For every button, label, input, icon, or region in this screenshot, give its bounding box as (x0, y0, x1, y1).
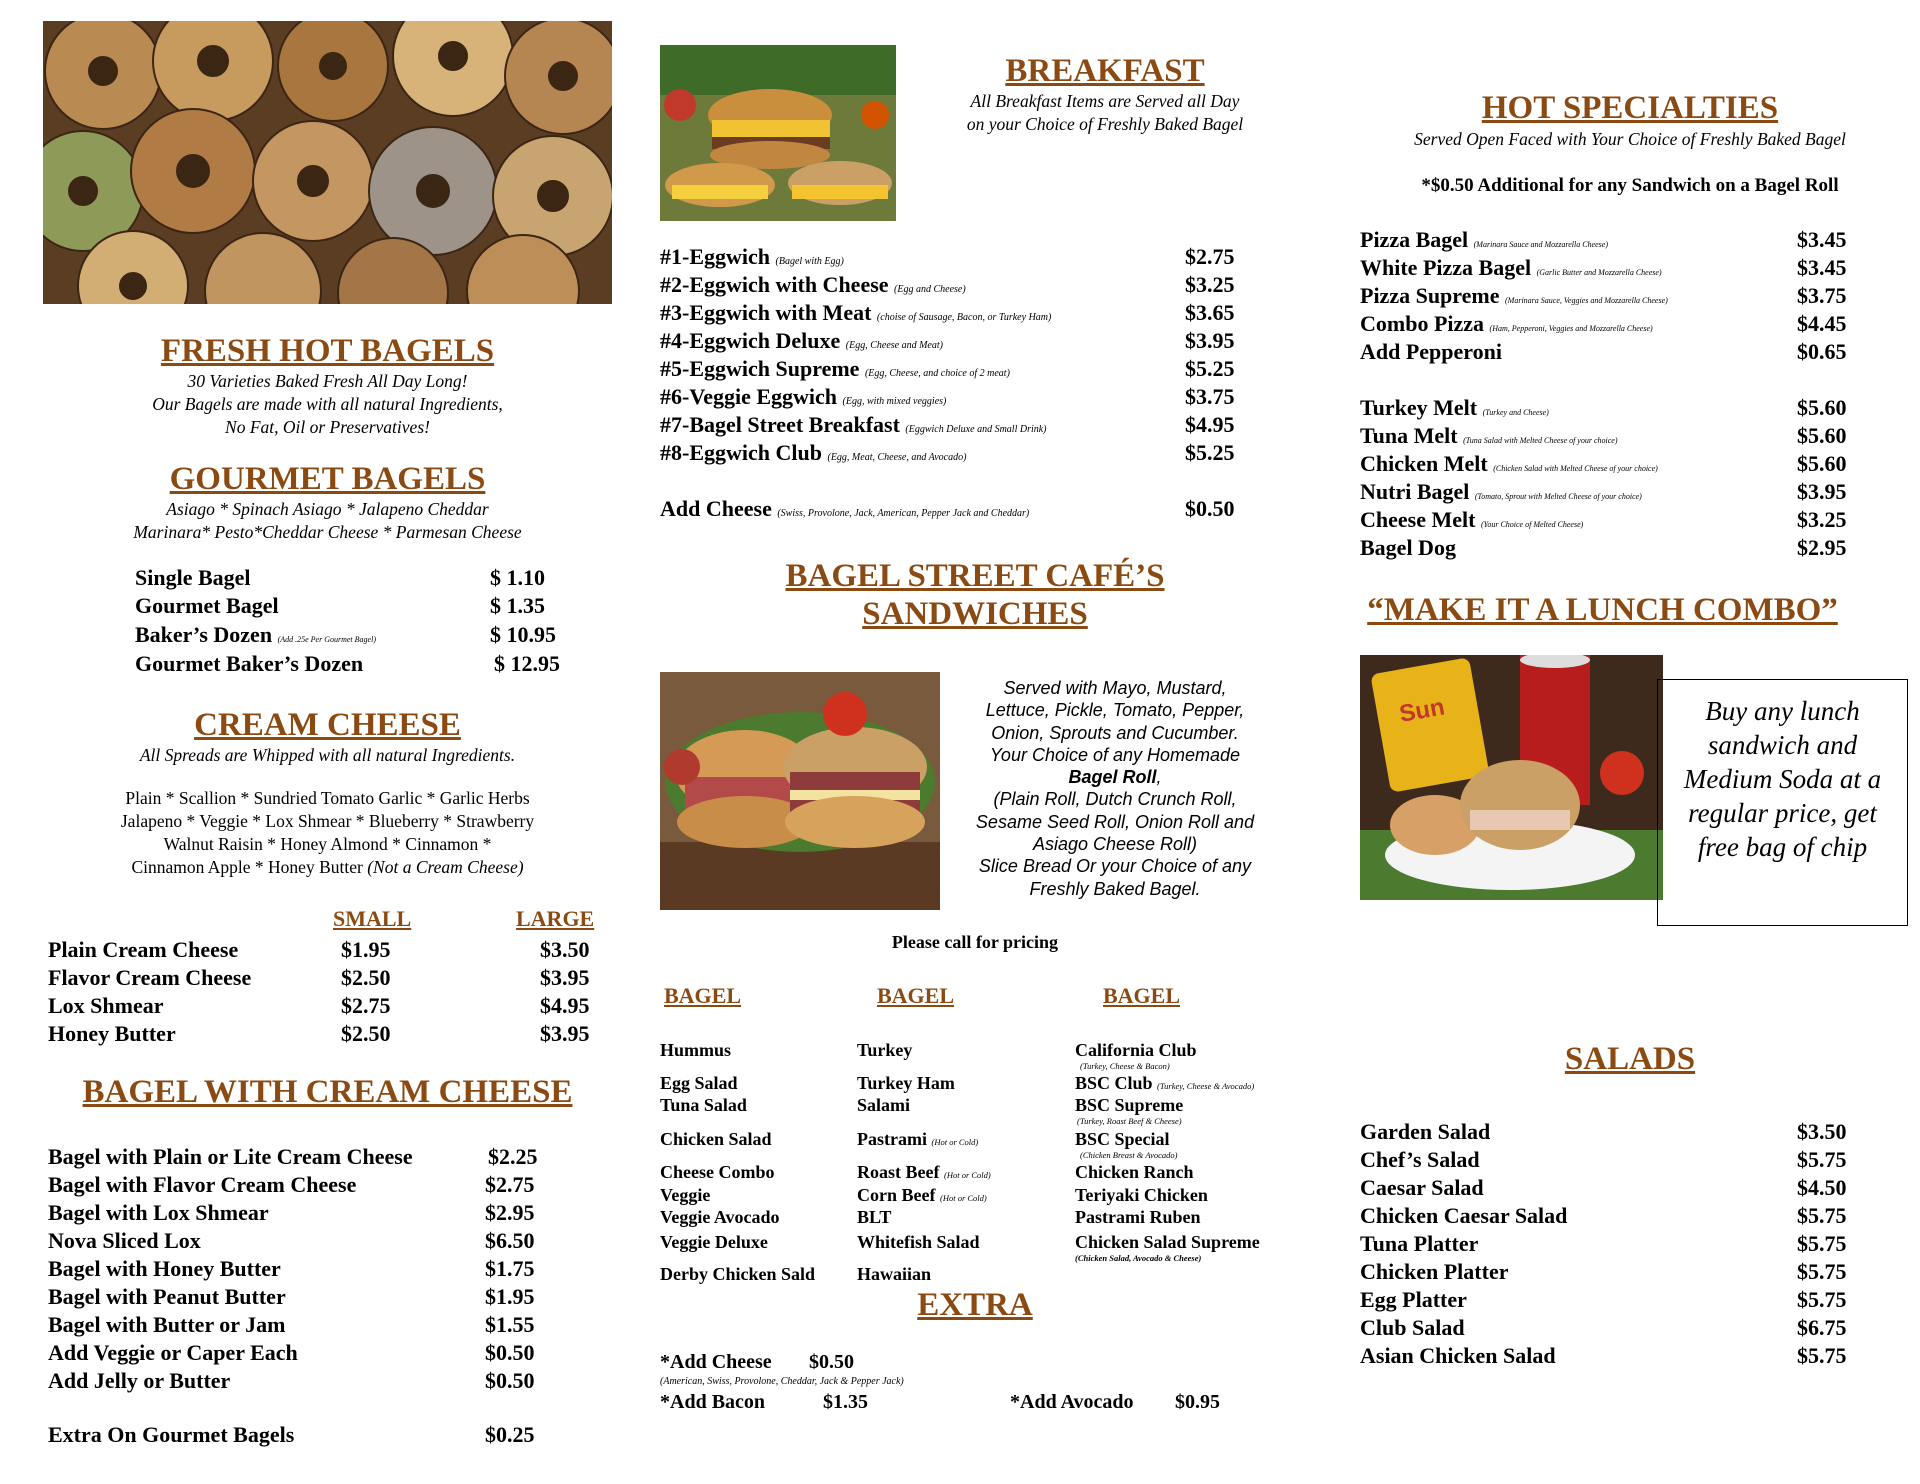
hot-item-name: Cheese Melt (1360, 507, 1476, 532)
fresh-description (43, 370, 612, 439)
desc-line: Slice Bread Or your Choice of any (978, 856, 1252, 877)
combo-offer-box (1657, 679, 1908, 926)
bwcc-item-name: Bagel with Peanut Butter (48, 1284, 286, 1309)
sandwich-col2-item (857, 1263, 931, 1285)
hot-item-price: $5.60 (1797, 451, 1847, 476)
sandwich-col3-item (1075, 1206, 1201, 1228)
cream-item-small-price: $2.50 (341, 1021, 391, 1046)
cream-item-small-price: $2.50 (341, 965, 391, 990)
salad-item-name: Caesar Salad (1360, 1175, 1484, 1200)
bagel-column-label: BAGEL (664, 983, 742, 1008)
breakfast-item-name: #4-Eggwich Deluxe (660, 328, 841, 353)
cream-item-large-price: $3.50 (540, 937, 590, 962)
sandwich-col3-item (1075, 1128, 1170, 1150)
hot-item-name: White Pizza Bagel (1360, 255, 1532, 280)
salads-title: SALADS (1564, 1041, 1696, 1077)
bwcc-item-price: $1.75 (485, 1256, 535, 1281)
sandwich-col2-name: Pastrami (857, 1129, 927, 1149)
sandwich-col3-name: California Club (1075, 1040, 1197, 1060)
bagel-roll-note: *$0.50 Additional for any Sandwich on a Bagel Roll (1421, 175, 1839, 196)
sandwiches-description (955, 677, 1275, 900)
bwcc-item-price: $2.25 (488, 1144, 538, 1169)
bwcc-item-price: $0.50 (485, 1340, 535, 1365)
salad-item-price: $4.50 (1797, 1175, 1847, 1200)
bwcc-item-price: $1.95 (485, 1284, 535, 1309)
breakfast-item-name: #3-Eggwich with Meat (660, 300, 872, 325)
desc-line: Your Choice of any Homemade (989, 744, 1241, 765)
bwcc-item-name: Nova Sliced Lox (48, 1228, 201, 1253)
salad-item-name: Garden Salad (1360, 1119, 1491, 1144)
hot-item-name: Combo Pizza (1360, 311, 1485, 336)
breakfast-item-price: $5.25 (1185, 356, 1235, 381)
call-for-pricing: Please call for pricing (891, 932, 1059, 952)
hot-item-note: (Chicken Salad with Melted Cheese of your choice) (1493, 464, 1658, 473)
sandwich-col2-name: BLT (857, 1207, 892, 1227)
salad-item-name: Asian Chicken Salad (1360, 1343, 1556, 1368)
salad-item-price: $5.75 (1797, 1259, 1847, 1284)
bwcc-item-name: Bagel with Honey Butter (48, 1256, 281, 1281)
flavor-line: Walnut Raisin * Honey Almond * Cinnamon * (163, 834, 492, 854)
desc-line: Bagel Roll, (1068, 767, 1162, 788)
fresh-hot-bagels-title: FRESH HOT BAGELS (160, 333, 495, 369)
bwcc-item-price: $2.75 (485, 1172, 535, 1197)
desc-line: (Plain Roll, Dutch Crunch Roll, (993, 789, 1237, 810)
sandwich-col3-note: (Turkey, Cheese & Bacon) (1080, 1061, 1170, 1071)
hot-item (1360, 534, 1456, 562)
desc-line: Freshly Baked Bagel. (1029, 878, 1201, 899)
sandwich-col1-item: Veggie Deluxe (660, 1232, 768, 1252)
salad-item-price: $5.75 (1797, 1231, 1847, 1256)
fresh-line: Our Bagels are made with all natural Ingredients, (152, 394, 503, 414)
hot-or-cold-note: (Hot or Cold) (943, 1170, 991, 1180)
breakfast-item-note: (Egg, Cheese, and choice of 2 meat) (864, 368, 1010, 379)
cream-item-name: Flavor Cream Cheese (48, 965, 252, 990)
salad-item-price: $6.75 (1797, 1315, 1847, 1340)
cream-item-large-price: $4.95 (540, 993, 590, 1018)
breakfast-item-name: #7-Bagel Street Breakfast (660, 412, 900, 437)
hot-item-note: (Marinara Sauce, Veggies and Mozzarella Cheese) (1505, 296, 1668, 305)
breakfast-item-price: $5.25 (1185, 440, 1235, 465)
gourmet-item (135, 564, 251, 592)
desc-line: Asiago Cheese Roll) (1032, 834, 1198, 855)
breakfast-item-name: #8-Eggwich Club (660, 440, 822, 465)
flavor-last-line: Cinnamon Apple * Honey Butter (131, 857, 363, 877)
combo-offer-text (1658, 680, 1907, 864)
bwcc-item-price: $2.95 (485, 1200, 535, 1225)
sandwich-col3-note: (Chicken Breast & Avocado) (1080, 1150, 1178, 1160)
sandwich-col2-name: Hawaiian (857, 1264, 932, 1284)
extra-gourmet-price: $0.25 (485, 1422, 535, 1447)
breakfast-sandwich-photo (660, 45, 896, 221)
sandwich-col2-name: Corn Beef (857, 1185, 936, 1205)
bagel-roll-label: Bagel Roll (1068, 767, 1157, 788)
small-size-label: SMALL (333, 906, 412, 931)
hot-item (1360, 338, 1502, 366)
breakfast-item-price: $4.95 (1185, 412, 1235, 437)
hot-item-note: (Marinara Sauce and Mozzarella Cheese) (1473, 240, 1608, 249)
cream-item-small-price: $2.75 (341, 993, 391, 1018)
breakfast-item-note: (Eggwich Deluxe and Small Drink) (905, 424, 1047, 435)
salad-item-name: Egg Platter (1360, 1287, 1467, 1312)
gourmet-item-name: Gourmet Bagel (135, 593, 279, 618)
hot-item-note: (Tomato, Sprout with Melted Cheese of your choice) (1474, 492, 1642, 501)
hot-item-price: $3.95 (1797, 479, 1847, 504)
breakfast-title: BREAKFAST (1005, 53, 1205, 89)
extra-cheese-note: (American, Swiss, Provolone, Cheddar, Jack & Pepper Jack) (660, 1376, 904, 1387)
add-cheese-name: Add Cheese (660, 496, 772, 521)
desc-line: Sesame Seed Roll, Onion Roll and (975, 811, 1255, 832)
flavor-line: Jalapeno * Veggie * Lox Shmear * Blueberry * Strawberry (120, 811, 535, 831)
salad-item-name: Club Salad (1360, 1315, 1465, 1340)
breakfast-item-price: $3.75 (1185, 384, 1235, 409)
sandwiches-title-line1: BAGEL STREET CAFÉ’S (785, 558, 1165, 594)
salad-item-name: Chef’s Salad (1360, 1147, 1480, 1172)
sandwich-col2-item (857, 1231, 980, 1253)
bwcc-item-name: Bagel with Lox Shmear (48, 1200, 269, 1225)
gourmet-item-name: Baker’s Dozen (135, 622, 273, 647)
breakfast-item-note: (Egg and Cheese) (894, 284, 966, 295)
breakfast-item-note: (Egg, Meat, Cheese, and Avocado) (827, 452, 967, 463)
hot-item-note: (Turkey and Cheese) (1482, 408, 1549, 417)
hot-item-name: Add Pepperoni (1360, 339, 1503, 364)
sandwiches-title (660, 557, 1290, 633)
hot-item-name: Pizza Supreme (1360, 283, 1500, 308)
breakfast-item-price: $3.65 (1185, 300, 1235, 325)
gourmet-bagels-title: GOURMET BAGELS (169, 461, 486, 497)
salad-item-name: Chicken Caesar Salad (1360, 1203, 1568, 1228)
salad-item-name: Chicken Platter (1360, 1259, 1509, 1284)
bwcc-item-name: Add Veggie or Caper Each (48, 1340, 298, 1365)
sandwich-col1-item: Hummus (660, 1040, 732, 1060)
sandwich-col1-item: Veggie (660, 1185, 711, 1205)
large-size-label: LARGE (516, 906, 595, 931)
lunch-combo-title: “MAKE IT A LUNCH COMBO” (1367, 592, 1838, 628)
bwcc-item-name: Bagel with Butter or Jam (48, 1312, 286, 1337)
hot-item-price: $2.95 (1797, 535, 1847, 560)
hot-item-note: (Garlic Butter and Mozzarella Cheese) (1536, 268, 1662, 277)
sandwich-col2-item (857, 1039, 912, 1061)
cream-cheese-subtitle: All Spreads are Whipped with all natural Ingredients. (139, 745, 516, 765)
salad-item-price: $5.75 (1797, 1203, 1847, 1228)
hot-item-price: $3.25 (1797, 507, 1847, 532)
bwcc-item-price: $0.50 (485, 1368, 535, 1393)
salad-item-price: $3.50 (1797, 1119, 1847, 1144)
extra-gourmet-name: Extra On Gourmet Bagels (48, 1422, 295, 1447)
bagel-column-label: BAGEL (1103, 983, 1181, 1008)
deli-sandwich-photo (660, 672, 940, 910)
sandwich-col3-item (1075, 1094, 1183, 1116)
gourmet-item-price: $ 1.35 (490, 593, 545, 618)
gourmet-item (135, 650, 363, 678)
bagels-photo (43, 21, 612, 304)
hot-or-cold-note: (Hot or Cold) (939, 1193, 987, 1203)
lunch-combo-photo (1360, 655, 1663, 900)
sandwiches-title-line2: SANDWICHES (862, 596, 1088, 632)
sandwich-col2-item (857, 1161, 991, 1186)
breakfast-item-name: #6-Veggie Eggwich (660, 384, 838, 409)
hot-item-name: Turkey Melt (1360, 395, 1478, 420)
add-cheese-row (660, 495, 1029, 528)
hot-item-price: $0.65 (1797, 339, 1847, 364)
cream-item-large-price: $3.95 (540, 965, 590, 990)
sandwich-col3-name: BSC Club (1075, 1073, 1153, 1093)
svg-text:Sun: Sun (1397, 693, 1447, 728)
sandwich-col1-item: Egg Salad (660, 1073, 738, 1093)
sandwich-col3-name: Teriyaki Chicken (1075, 1185, 1208, 1205)
bagel-column-label: BAGEL (877, 983, 955, 1008)
extra-bacon-name: *Add Bacon (660, 1391, 766, 1413)
extra-bacon-price: $1.35 (823, 1391, 868, 1413)
salad-item-price: $5.75 (1797, 1343, 1847, 1368)
combo-line: Medium Soda at a (1683, 764, 1882, 794)
sandwich-col1-item: Chicken Salad (660, 1129, 772, 1149)
sandwich-col3-name: BSC Special (1075, 1129, 1170, 1149)
cream-cheese-flavors (43, 787, 612, 879)
hot-item-price: $5.60 (1797, 395, 1847, 420)
breakfast-item-price: $3.25 (1185, 272, 1235, 297)
breakfast-item-note: (Egg, Cheese and Meat) (845, 340, 943, 351)
breakfast-item-name: #1-Eggwich (660, 244, 770, 269)
sandwich-col3-item (1075, 1161, 1194, 1183)
breakfast-item-note: (Bagel with Egg) (775, 256, 844, 267)
hot-item-name: Nutri Bagel (1360, 479, 1470, 504)
bwcc-item-name: Bagel with Plain or Lite Cream Cheese (48, 1144, 413, 1169)
hot-item-price: $3.75 (1797, 283, 1847, 308)
fresh-line: No Fat, Oil or Preservatives! (225, 417, 430, 437)
sandwich-col2-name: Salami (857, 1095, 911, 1115)
extra-cheese-name: *Add Cheese (660, 1351, 772, 1373)
salad-item-name: Tuna Platter (1360, 1231, 1479, 1256)
sandwich-col3-item (1075, 1039, 1197, 1061)
hot-item-price: $5.60 (1797, 423, 1847, 448)
add-cheese-note: (Swiss, Provolone, Jack, American, Pepper Jack and Cheddar) (777, 508, 1030, 519)
desc-line: Onion, Sprouts and Cucumber. (991, 722, 1239, 743)
combo-line: sandwich and (1707, 730, 1858, 760)
gourmet-item-price: $ 12.95 (494, 651, 560, 676)
hot-item-name: Bagel Dog (1360, 535, 1456, 560)
cream-item-large-price: $3.95 (540, 1021, 590, 1046)
bwcc-item-name: Bagel with Flavor Cream Cheese (48, 1172, 357, 1197)
sandwich-col3-note: (Chicken Salad, Avocado & Cheese) (1075, 1253, 1202, 1263)
cream-item-small-price: $1.95 (341, 937, 391, 962)
combo-line: regular price, get (1688, 798, 1877, 828)
extra-avocado-price: $0.95 (1175, 1391, 1220, 1413)
breakfast-line: All Breakfast Items are Served all Day (970, 91, 1240, 111)
fresh-line: 30 Varieties Baked Fresh All Day Long! (187, 371, 468, 391)
hot-item-name: Chicken Melt (1360, 451, 1488, 476)
breakfast-item-price: $3.95 (1185, 328, 1235, 353)
combo-line: Buy any lunch (1705, 696, 1860, 726)
cream-cheese-title: CREAM CHEESE (194, 707, 461, 743)
gourmet-line: Marinara* Pesto*Cheddar Cheese * Parmesan Cheese (133, 522, 522, 542)
hot-item-price: $3.45 (1797, 255, 1847, 280)
breakfast-description (905, 90, 1305, 136)
gourmet-item-price: $ 1.10 (490, 565, 545, 590)
gourmet-item-price: $ 10.95 (490, 622, 556, 647)
extra-avocado-name: *Add Avocado (1010, 1391, 1134, 1413)
cream-item-name: Plain Cream Cheese (48, 937, 239, 962)
gourmet-description (43, 498, 612, 544)
hot-or-cold-note: (Hot or Cold) (931, 1137, 979, 1147)
hot-item-name: Tuna Melt (1360, 423, 1458, 448)
gourmet-item-name: Single Bagel (135, 565, 251, 590)
gourmet-item-name: Gourmet Baker’s Dozen (135, 651, 364, 676)
sandwich-col2-item (857, 1128, 978, 1153)
cream-item-name: Lox Shmear (48, 993, 164, 1018)
sandwich-col2-name: Roast Beef (857, 1162, 940, 1182)
bagel-with-cream-cheese-title: BAGEL WITH CREAM CHEESE (82, 1074, 573, 1110)
sandwich-col1-item: Derby Chicken Sald (660, 1264, 816, 1284)
sandwich-col2-item (857, 1072, 955, 1094)
hot-item-note: (Ham, Pepperoni, Veggies and Mozzarella Cheese) (1489, 324, 1653, 333)
sandwich-col3-name: Pastrami Ruben (1075, 1207, 1201, 1227)
sandwich-col1-item: Tuna Salad (660, 1095, 747, 1115)
salad-item-price: $5.75 (1797, 1147, 1847, 1172)
bwcc-item-name: Add Jelly or Butter (48, 1368, 231, 1393)
bsc-club-note: (Turkey, Cheese & Avocado) (1157, 1081, 1255, 1091)
breakfast-item-price: $2.75 (1185, 244, 1235, 269)
sandwich-col2-item (857, 1094, 910, 1116)
bwcc-item-price: $6.50 (485, 1228, 535, 1253)
hot-item-note: (Tuna Salad with Melted Cheese of your choice) (1463, 436, 1618, 445)
hot-item-note: (Your Choice of Melted Cheese) (1480, 520, 1584, 529)
hot-specialties-title: HOT SPECIALTIES (1481, 90, 1779, 126)
sandwich-col2-item (857, 1206, 891, 1228)
extra-cheese-price: $0.50 (809, 1351, 854, 1373)
flavor-line (43, 856, 612, 879)
sandwich-col2-name: Turkey Ham (857, 1073, 955, 1093)
hot-item-price: $3.45 (1797, 227, 1847, 252)
hot-item-price: $4.45 (1797, 311, 1847, 336)
sandwich-col3-note: (Turkey, Roast Beef & Cheese) (1077, 1116, 1182, 1126)
flavor-line: Plain * Scallion * Sundried Tomato Garlic * Garlic Herbs (125, 788, 530, 808)
breakfast-item-note: (Egg, with mixed veggies) (842, 396, 947, 407)
extra-title: EXTRA (917, 1287, 1033, 1323)
breakfast-item-name: #2-Eggwich with Cheese (660, 272, 889, 297)
sandwich-col3-name: Chicken Salad Supreme (1075, 1232, 1260, 1252)
sandwich-col3-item (1075, 1184, 1208, 1206)
flavor-note: (Not a Cream Cheese) (367, 857, 524, 877)
gourmet-item (135, 592, 279, 620)
hot-item-name: Pizza Bagel (1360, 227, 1469, 252)
sandwich-col1-item: Cheese Combo (660, 1162, 775, 1182)
breakfast-item-name: #5-Eggwich Supreme (660, 356, 860, 381)
gourmet-line: Asiago * Spinach Asiago * Jalapeno Cheddar (166, 499, 489, 519)
cream-item-name: Honey Butter (48, 1021, 176, 1046)
sandwich-col2-name: Turkey (857, 1040, 913, 1060)
breakfast-item-note: (choise of Sausage, Bacon, or Turkey Ham) (876, 312, 1052, 323)
add-cheese-price: $0.50 (1185, 496, 1235, 521)
sandwich-col3-name: BSC Supreme (1075, 1095, 1184, 1115)
sandwich-col1-item: Veggie Avocado (660, 1207, 780, 1227)
sandwich-col3-name: Chicken Ranch (1075, 1162, 1194, 1182)
salad-item-price: $5.75 (1797, 1287, 1847, 1312)
hot-specialties-subtitle: Served Open Faced with Your Choice of Freshly Baked Bagel (1414, 129, 1846, 149)
bwcc-item-price: $1.55 (485, 1312, 535, 1337)
sandwich-col2-name: Whitefish Salad (857, 1232, 980, 1252)
breakfast-line: on your Choice of Freshly Baked Bagel (966, 114, 1244, 134)
desc-line: Served with Mayo, Mustard, (1003, 678, 1227, 698)
sandwich-col3-item (1075, 1231, 1260, 1253)
desc-line: Lettuce, Pickle, Tomato, Pepper, (985, 700, 1245, 721)
gourmet-item-note: (Add .25e Per Gourmet Bagel) (277, 635, 376, 644)
combo-line: free bag of chip (1697, 832, 1868, 862)
breakfast-item (660, 439, 966, 472)
